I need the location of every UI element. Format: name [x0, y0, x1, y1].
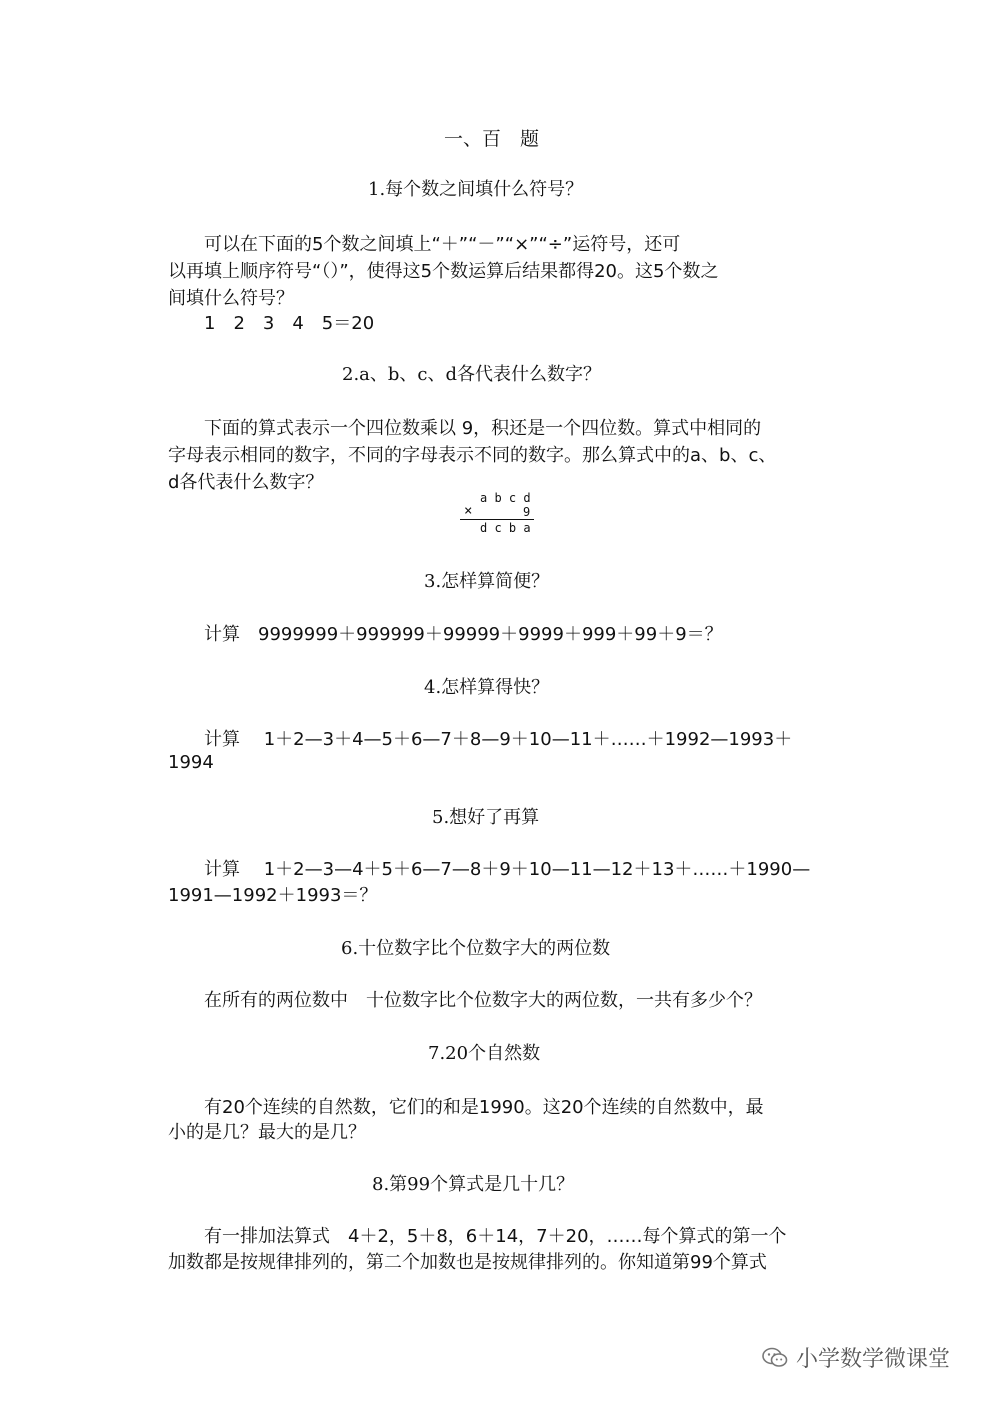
problem-4-heading: 4.怎样算得快？	[424, 677, 550, 698]
problem-5-line-1: 计算 1＋2—3—4＋5＋6—7—8＋9＋10—11—12＋13＋……＋1990—	[168, 859, 811, 880]
watermark-text: 小学数学微课堂	[796, 1347, 951, 1372]
equation-operator: ×	[464, 503, 473, 519]
problem-3-heading: 3.怎样算简便？	[424, 571, 550, 592]
document-title: 一、百 题	[444, 128, 540, 150]
problem-8-line-2: 加数都是按规律排列的，第二个加数也是按规律排列的。你知道第99个算式	[168, 1252, 767, 1273]
problem-4-line-1: 计算 1＋2—3＋4—5＋6—7＋8—9＋10—11＋……＋1992—1993＋	[168, 729, 793, 750]
problem-5-line-2: 1991—1992＋1993＝？	[168, 885, 378, 906]
watermark	[762, 1342, 950, 1373]
problem-7-heading: 7.20个自然数	[428, 1043, 541, 1064]
problem-2-line-1: 下面的算式表示一个四位数乘以 9，积还是一个四位数。算式中相同的	[168, 418, 762, 439]
problem-1-line-4: 1 2 3 4 5＝20	[168, 313, 375, 334]
equation-multiplier: 9	[523, 505, 531, 519]
equation-rule	[460, 519, 534, 520]
problem-4-line-2: 1994	[168, 752, 214, 773]
problem-6-line-1: 在所有的两位数中 十位数字比个位数字大的两位数，一共有多少个？	[168, 990, 762, 1011]
problem-1-heading: 1.每个数之间填什么符号？	[368, 179, 584, 200]
problem-6-heading: 6.十位数字比个位数字大的两位数	[341, 938, 611, 959]
problem-8-line-1: 有一排加法算式 4＋2，5＋8，6＋14，7＋20，……每个算式的第一个	[168, 1226, 787, 1247]
equation-product: d c b a	[480, 521, 531, 535]
problem-1-line-2: 以再填上顺序符号“（）”，使得这5个数运算后结果都得20。这5个数之	[168, 261, 719, 282]
problem-2-line-2: 字母表示相同的数字，不同的字母表示不同的数字。那么算式中的a、b、c、	[168, 445, 777, 466]
problem-2-heading: 2.a、b、c、d各代表什么数字？	[342, 364, 602, 385]
wechat-icon	[762, 1347, 788, 1369]
problem-3-line-1: 计算 9999999＋999999＋99999＋9999＋999＋99＋9＝？	[168, 624, 723, 645]
problem-5-heading: 5.想好了再算	[432, 807, 540, 828]
problem-7-line-2: 小的是几？最大的是几？	[168, 1122, 366, 1143]
problem-8-heading: 8.第99个算式是几十几？	[372, 1174, 575, 1195]
problem-1-line-3: 间填什么符号？	[168, 288, 294, 309]
problem-2-line-3: d各代表什么数字？	[168, 472, 324, 493]
problem-7-line-1: 有20个连续的自然数，它们的和是1990。这20个连续的自然数中，最	[168, 1097, 764, 1118]
problem-1-line-1: 可以在下面的5个数之间填上“＋”“－”“×”“÷”运符号，还可	[168, 234, 681, 255]
equation-multiplicand: a b c d	[480, 491, 531, 505]
